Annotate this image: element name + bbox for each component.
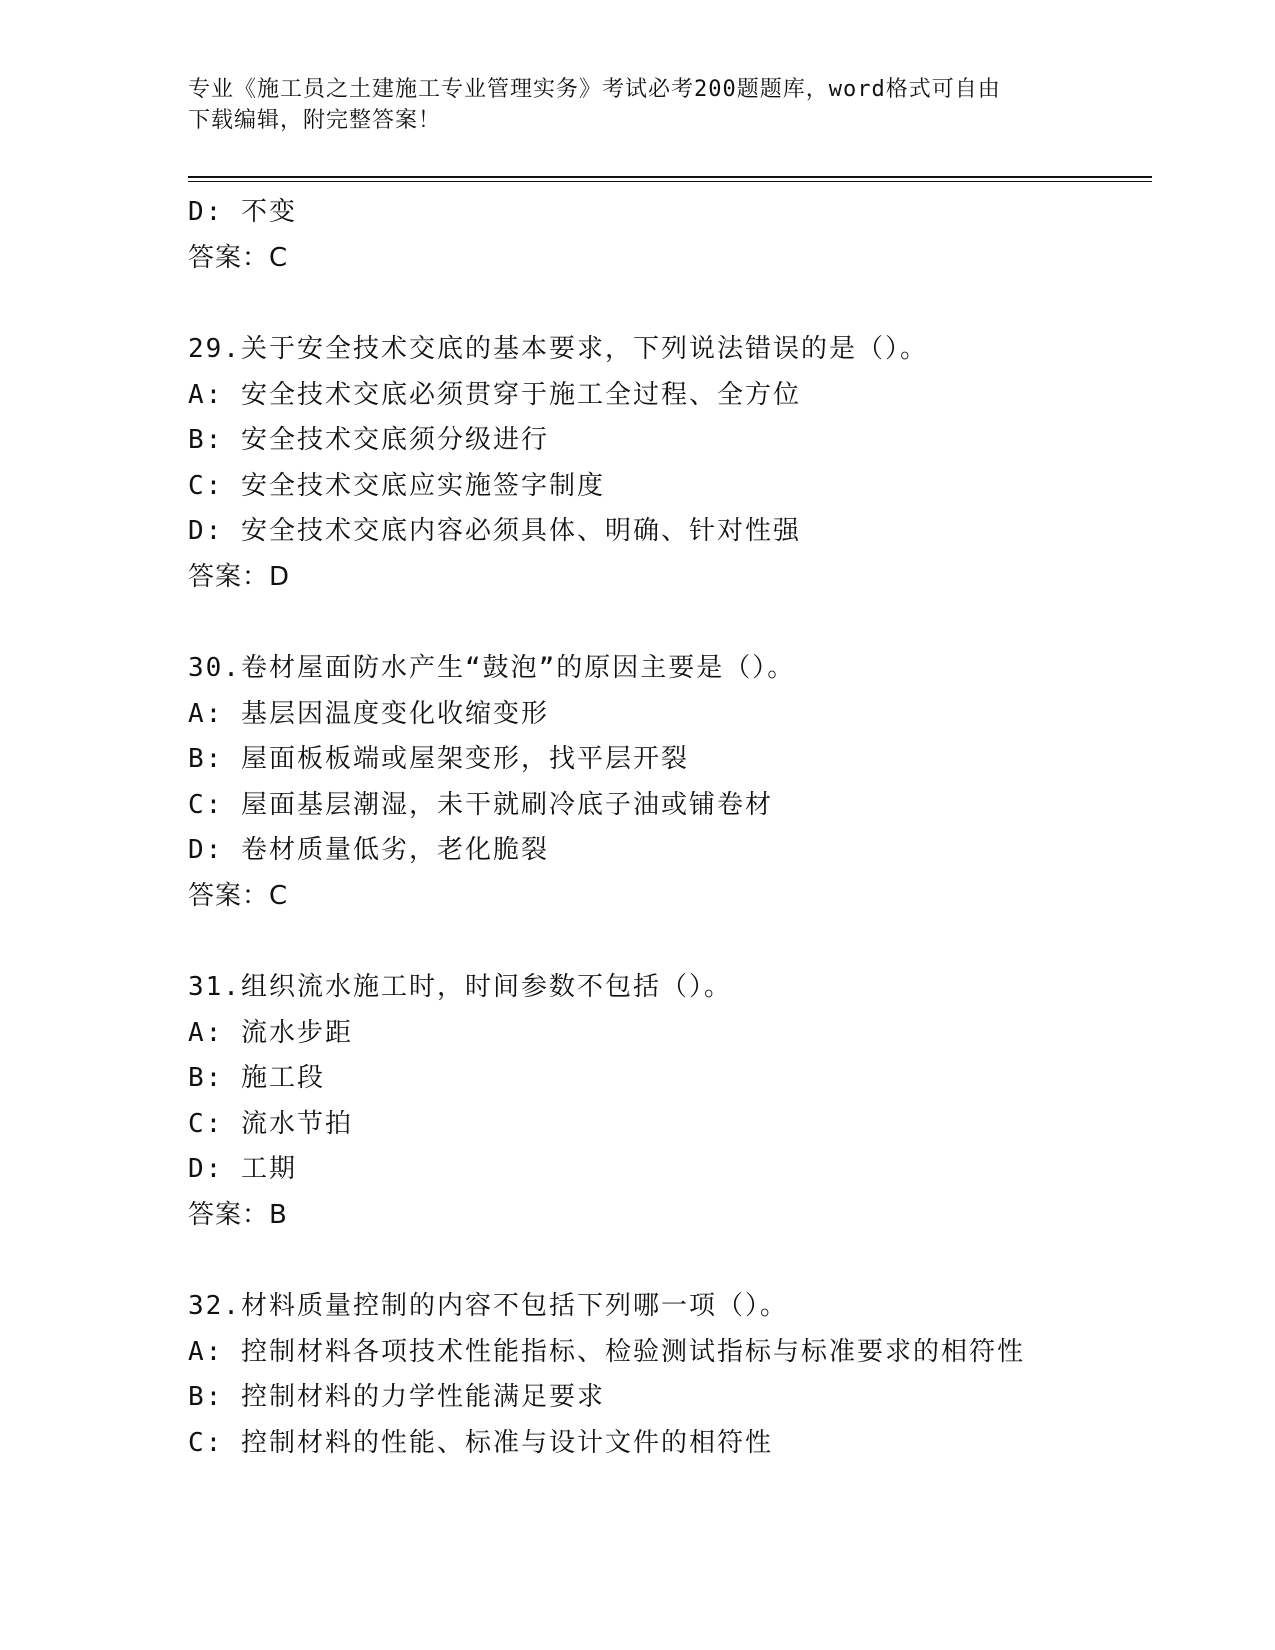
option-c: C: 流水节拍 <box>188 1108 353 1139</box>
option-b: B: 施工段 <box>188 1063 325 1093</box>
header-divider-thick <box>188 176 1152 178</box>
answer-line: 答案：C <box>188 880 289 911</box>
header-line-1: 专业《施工员之土建施工专业管理实务》考试必考200题题库，word格式可自由 <box>188 77 1001 102</box>
question-29 <box>188 327 1152 600</box>
question-stem: 32.材料质量控制的内容不包括下列哪一项（）。 <box>188 1291 788 1321</box>
option-c: C: 安全技术交底应实施签字制度 <box>188 470 605 501</box>
question-stem: 30.卷材屋面防水产生“鼓泡”的原因主要是（）。 <box>188 653 796 683</box>
spacer <box>188 281 1152 327</box>
question-28-tail <box>188 190 1152 281</box>
option-d: D: 不变 <box>188 197 297 227</box>
answer-line: 答案：B <box>188 1199 288 1230</box>
header-line-2: 下载编辑，附完整答案！ <box>188 108 442 133</box>
question-list <box>188 190 1152 1466</box>
option-a: A: 流水步距 <box>188 1017 353 1048</box>
option-a: A: 控制材料各项技术性能指标、检验测试指标与标准要求的相符性 <box>188 1336 1025 1367</box>
option-d: D: 卷材质量低劣，老化脆裂 <box>188 835 549 865</box>
option-d: D: 工期 <box>188 1154 297 1184</box>
header-divider-thin <box>188 181 1152 182</box>
option-a: A: 安全技术交底必须贯穿于施工全过程、全方位 <box>188 379 801 410</box>
question-31 <box>188 965 1152 1238</box>
option-c: C: 屋面基层潮湿，未干就刷冷底子油或铺卷材 <box>188 789 773 820</box>
option-d: D: 安全技术交底内容必须具体、明确、针对性强 <box>188 516 801 546</box>
option-b: B: 控制材料的力学性能满足要求 <box>188 1382 605 1412</box>
option-c: C: 控制材料的性能、标准与设计文件的相符性 <box>188 1427 773 1458</box>
spacer <box>188 1238 1152 1284</box>
answer-line: 答案：D <box>188 561 291 592</box>
question-stem: 29.关于安全技术交底的基本要求，下列说法错误的是（）。 <box>188 334 928 364</box>
question-stem: 31.组织流水施工时，时间参数不包括（）。 <box>188 972 732 1002</box>
question-30 <box>188 646 1152 919</box>
option-b: B: 屋面板板端或屋架变形，找平层开裂 <box>188 744 689 774</box>
document-header <box>188 74 1088 136</box>
option-a: A: 基层因温度变化收缩变形 <box>188 698 549 729</box>
option-b: B: 安全技术交底须分级进行 <box>188 425 549 455</box>
spacer <box>188 600 1152 646</box>
spacer <box>188 919 1152 965</box>
question-32 <box>188 1284 1152 1466</box>
answer-line: 答案：C <box>188 242 289 273</box>
